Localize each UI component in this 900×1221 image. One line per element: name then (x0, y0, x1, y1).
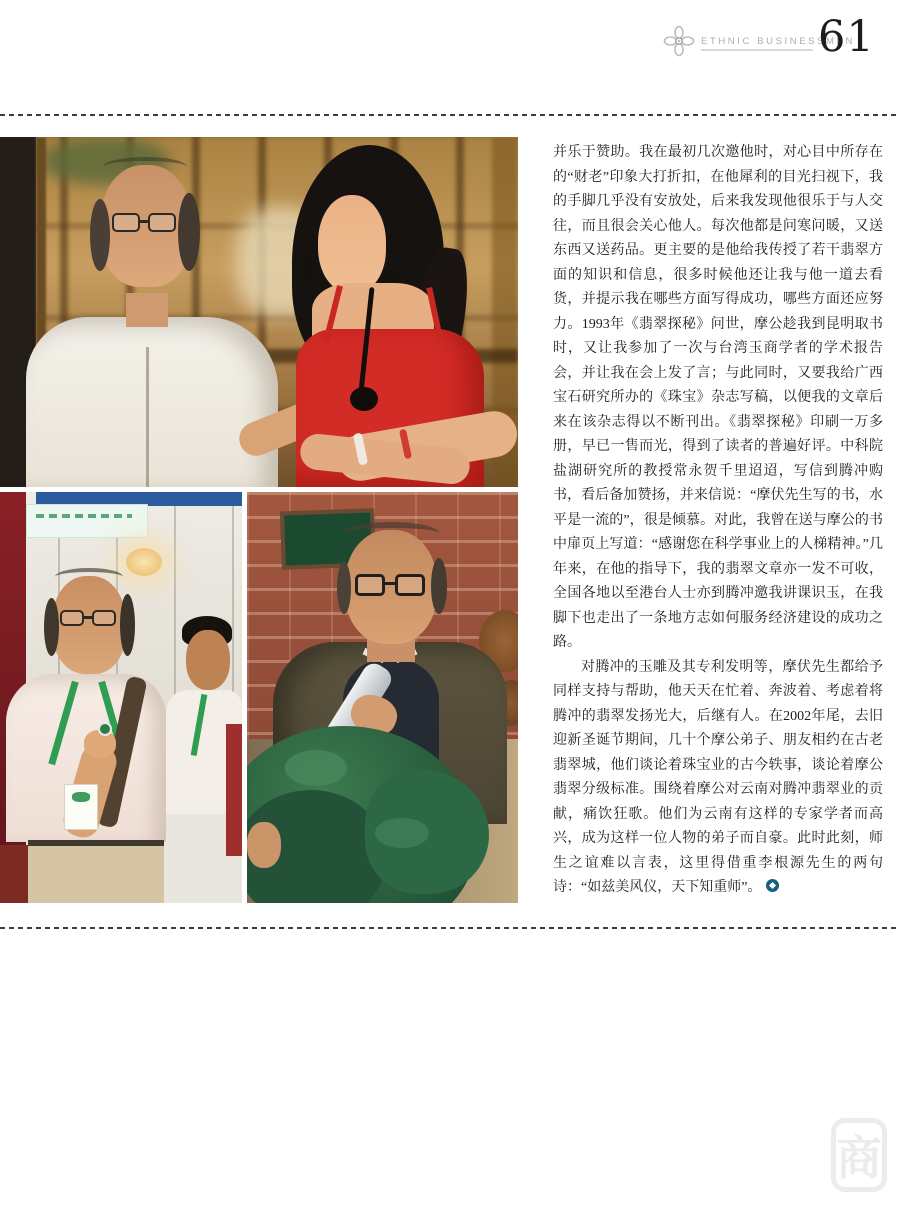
glasses-lens (148, 213, 176, 232)
glasses-lens (92, 610, 116, 626)
man-hair-side (90, 199, 110, 271)
woman-face (318, 195, 386, 293)
booth-lamp (126, 548, 162, 576)
man-neck (126, 293, 168, 327)
paragraph-text: 对腾冲的玉雕及其专利发明等，摩伏先生都给予同样支持与帮助，他天天在忙着、奔波着、考虑着将腾冲的翡翠发扬光大，后继有人。在2002年尾，去旧迎新圣诞节期间，几十个摩公弟子、朋友相约在古老翡翠城，他们谈论着珠宝业的古今轶事，谈论着摩公翡翠分级标准。围绕着摩公对云南对腾冲翡翠业的贡献，痛饮狂歌。他们为云南有这样的专家学者而高兴，成为这样一位人物的弟子而自豪。此时此刻，师生之谊难以言表，这里得借重李根源先生的两句诗：“如兹美风仪，天下知重师”。 (553, 659, 883, 895)
article-text-column (553, 141, 883, 901)
article-paragraph (553, 141, 883, 656)
young-man-head (186, 630, 230, 690)
article-paragraph (553, 656, 883, 901)
khaki-trousers (28, 840, 164, 903)
man-hair-side (120, 594, 135, 656)
woman-earring (304, 255, 314, 283)
man-hair-side (44, 598, 59, 656)
man-hair-side (431, 558, 447, 614)
glasses-lens (395, 574, 425, 596)
page-number: 61 (818, 12, 875, 62)
photo-jade-boulder-inspection (247, 492, 518, 903)
necklace-pendant (350, 387, 378, 411)
man-hair (103, 157, 187, 177)
glasses-bridge (140, 220, 148, 223)
section-label: ETHNIC BUSINESSMEN (701, 36, 855, 47)
glasses-lens (112, 213, 140, 232)
photo-exhibition-jade-ring (0, 492, 242, 903)
man-white-shirt (26, 317, 278, 487)
paragraph-text: 并乐于赞助。我在最初几次邀他时，对心目中所存在的“财老”印象大打折扣，在他犀利的目光扫视下，我的手脚几乎没有安放处，后来我发现他很乐于与人交往，而且很会关心他人。每次他都是问寒问暖，又送东西又送药品。更主要的是他给我传授了若干翡翠方面的知识和信息，很多时候他还让我与他一道去看货，并提示我在哪些方面写得成功，哪些方面还应努力。1993年《翡翠探秘》问世，摩公趁我到昆明取书时，又让我参加了一次与台湾玉商学者的学术报告会，并让我在会上发了言；与此同时，又要我给广西宝石研究所办的《珠宝》杂志写稿，以便我的文章后来在该杂志得以不断刊出。《翡翠探秘》印刷一万多册，早已一售而光，得到了读者的普遍好评。中科院盐湖研究所的教授常永贺千里迢迢，写信到腾冲购书，看后备加赞扬，并来信说：“摩伏先生写的书，水平是一流的”，很是倾慕。对此，我曾在送与摩公的书中扉页上写道：“感谢您在科学事业上的人梯精神。”几年来，在他的指导下，我的翡翠文章亦一发不可收，全国各地以至港台人士亦到腾冲邀我讲课识玉，在我脚下也走出了一条地方志如何服务经济建设的成功之路。 (553, 145, 883, 650)
jade-highlight (285, 750, 347, 786)
man-hair-side (178, 193, 200, 271)
badge-photo (72, 792, 90, 802)
man-hair-side (337, 562, 351, 614)
glasses-bridge (84, 616, 92, 619)
booth-sign (26, 504, 148, 538)
jade-highlight (375, 818, 429, 848)
shirt-placket (146, 347, 149, 487)
red-shirt-bystander (226, 724, 242, 856)
photo-jade-appraisal (0, 137, 518, 487)
watermark-seal (831, 1118, 887, 1192)
jade-ring (98, 722, 112, 736)
floral-rosette-icon (663, 25, 695, 57)
booth-sign-text (36, 514, 132, 518)
top-dashed-divider (0, 114, 900, 116)
glasses-bridge (385, 582, 395, 585)
bottom-dashed-divider (0, 927, 900, 929)
glasses-lens (355, 574, 385, 596)
supporting-hand (247, 822, 281, 868)
circle-diamond-end-mark (766, 879, 779, 892)
man-hair (343, 522, 439, 544)
watermark-character: 商 (836, 1131, 882, 1185)
badge-card (64, 784, 98, 830)
header-rule (701, 49, 813, 51)
glasses-lens (60, 610, 84, 626)
man-hair (55, 568, 123, 586)
